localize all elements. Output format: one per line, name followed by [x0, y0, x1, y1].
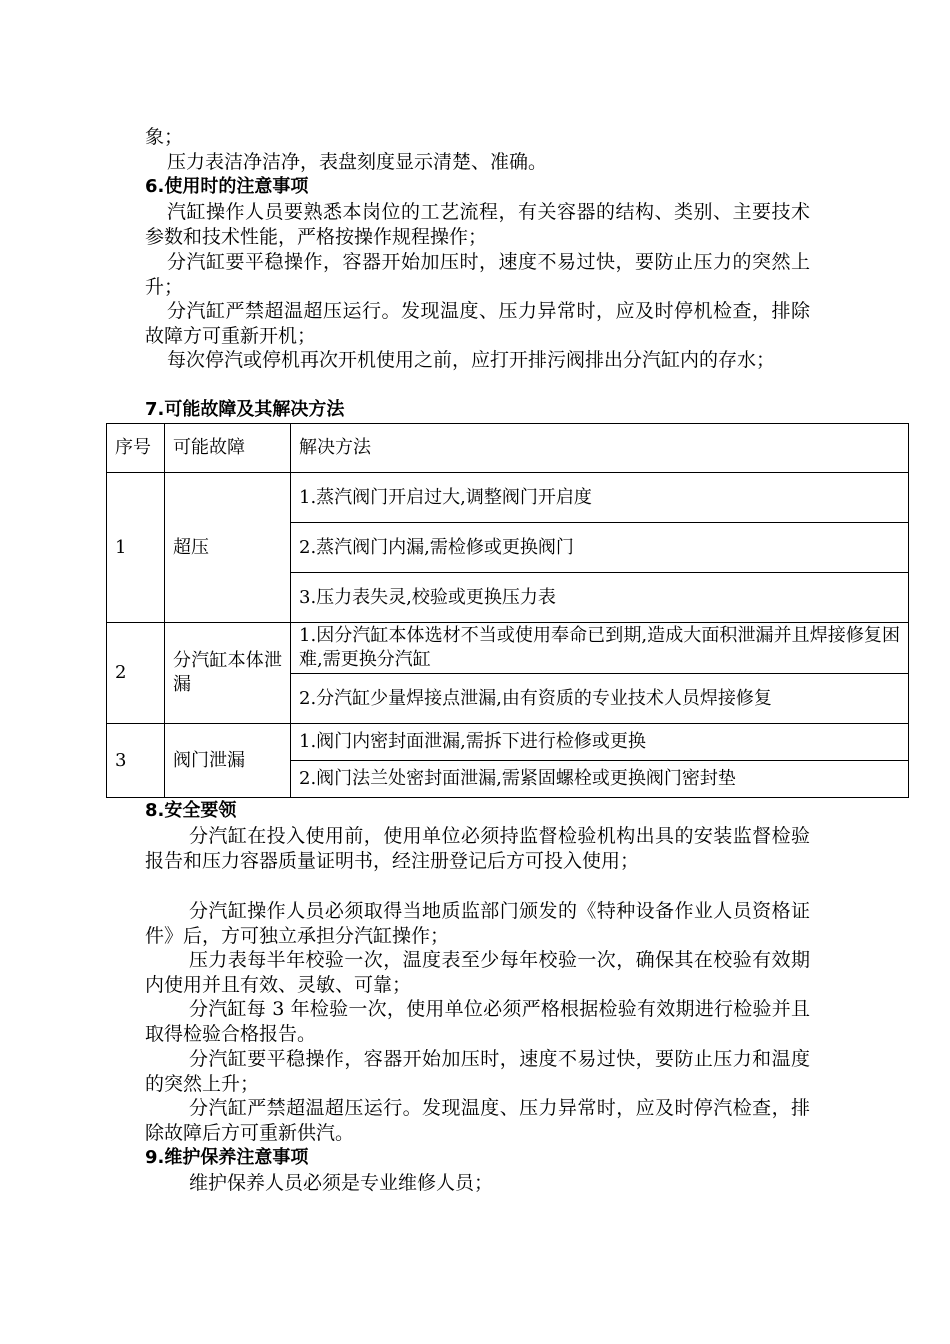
- table-header-cell: 序号: [107, 424, 165, 473]
- table-header-cell: 可能故障: [165, 424, 291, 473]
- table-header-row: [107, 424, 909, 473]
- table-header-cell: 解决方法: [291, 424, 909, 473]
- row-number-cell: 1: [107, 473, 165, 623]
- paragraph: 分汽缸要平稳操作，容器开始加压时，速度不易过快，要防止压力的突然上升；: [145, 251, 810, 298]
- solution-cell: 2.蒸汽阀门内漏,需检修或更换阀门: [291, 523, 909, 573]
- fault-cell: 分汽缸本体泄漏: [165, 623, 291, 724]
- paragraph: 分汽缸每 3 年检验一次，使用单位必须严格根据检验有效期进行检验并且取得检验合格报告。: [145, 998, 810, 1045]
- section-heading: 7.可能故障及其解决方法: [145, 399, 345, 420]
- table-row: [107, 623, 909, 674]
- table-row: [107, 473, 909, 523]
- paragraph: 每次停汽或停机再次开机使用之前，应打开排污阀排出分汽缸内的存水；: [167, 349, 776, 371]
- paragraph: 压力表洁净洁净，表盘刻度显示清楚、准确。: [167, 151, 548, 173]
- paragraph: 维护保养人员必须是专业维修人员；: [189, 1172, 494, 1194]
- paragraph: 分汽缸操作人员必须取得当地质监部门颁发的《特种设备作业人员资格证件》后，方可独立承担分汽缸操作；: [145, 900, 810, 947]
- paragraph: 汽缸操作人员要熟悉本岗位的工艺流程，有关容器的结构、类别、主要技术参数和技术性能，严格按操作规程操作；: [145, 201, 810, 248]
- row-number-cell: 2: [107, 623, 165, 724]
- paragraph: 分汽缸要平稳操作，容器开始加压时，速度不易过快，要防止压力和温度的突然上升；: [145, 1048, 810, 1095]
- row-number-cell: 3: [107, 724, 165, 798]
- paragraph: 分汽缸严禁超温超压运行。发现温度、压力异常时，应及时停汽检查，排除故障后方可重新供汽。: [145, 1097, 810, 1144]
- solution-cell: 1.阀门内密封面泄漏,需拆下进行检修或更换: [291, 724, 909, 761]
- table-row: [107, 724, 909, 761]
- solution-cell: 2.分汽缸少量焊接点泄漏,由有资质的专业技术人员焊接修复: [291, 674, 909, 724]
- solution-cell: 3.压力表失灵,校验或更换压力表: [291, 573, 909, 623]
- text-line: 象；: [145, 126, 184, 148]
- section-heading: 8.安全要领: [145, 800, 237, 821]
- paragraph: 分汽缸严禁超温超压运行。发现温度、压力异常时，应及时停机检查，排除故障方可重新开机；: [145, 300, 810, 347]
- section-heading: 6.使用时的注意事项: [145, 176, 309, 197]
- solution-cell: 2.阀门法兰处密封面泄漏,需紧固螺栓或更换阀门密封垫: [291, 761, 909, 798]
- paragraph: 压力表每半年校验一次，温度表至少每年校验一次，确保其在校验有效期内使用并且有效、灵敏、可靠；: [145, 949, 810, 996]
- solution-cell: 1.蒸汽阀门开启过大,调整阀门开启度: [291, 473, 909, 523]
- section-heading: 9.维护保养注意事项: [145, 1147, 309, 1168]
- fault-cell: 超压: [165, 473, 291, 623]
- fault-table: [106, 423, 909, 798]
- solution-cell: 1.因分汽缸本体选材不当或使用奉命已到期,造成大面积泄漏并且焊接修复困难,需更换分汽缸: [291, 623, 909, 674]
- paragraph: 分汽缸在投入使用前，使用单位必须持监督检验机构出具的安装监督检验报告和压力容器质量证明书，经注册登记后方可投入使用；: [145, 825, 810, 872]
- fault-cell: 阀门泄漏: [165, 724, 291, 798]
